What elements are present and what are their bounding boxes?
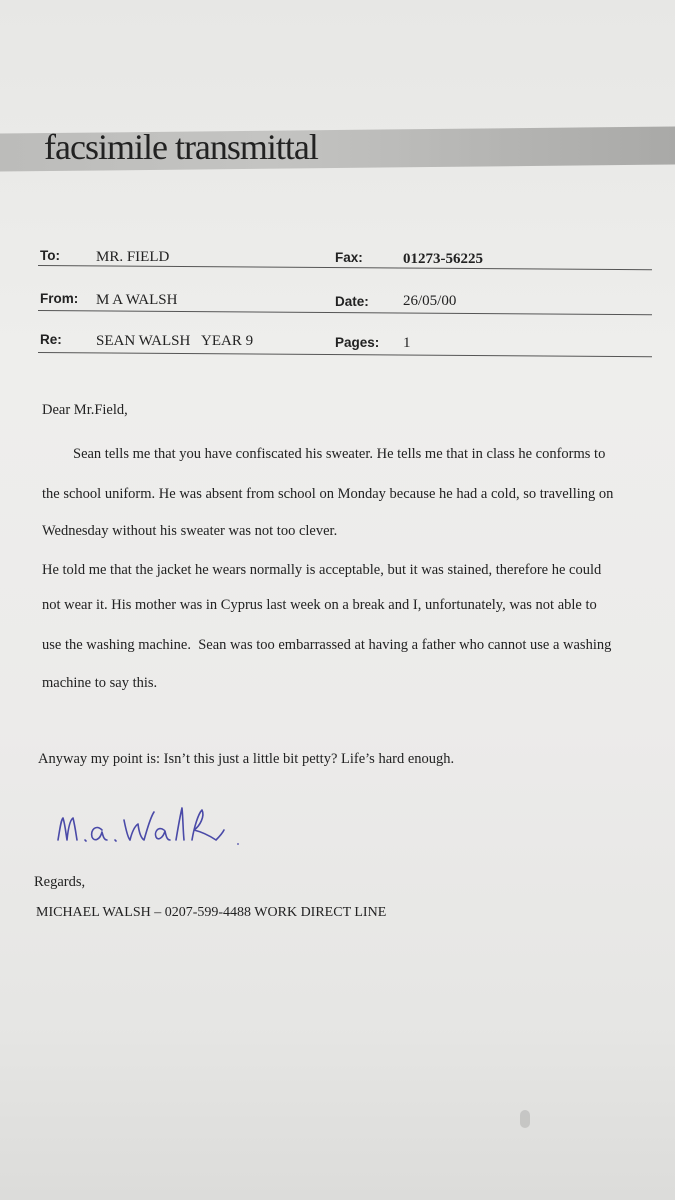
from-label: From: [40,291,79,306]
date-label: Date: [335,294,369,309]
body-line: Wednesday without his sweater was not too clever. [42,523,338,539]
to-value: MR. FIELD [96,249,170,265]
paper-mark [520,1110,530,1128]
sign-off: MICHAEL WALSH – 0207-599-4488 WORK DIRECT LINE [36,905,387,920]
salutation: Dear Mr.Field, [42,402,128,418]
fax-label: Fax: [335,250,363,265]
body-line: use the washing machine. Sean was too embarrassed at having a father who cannot use a washing [42,637,612,653]
divider-line [38,352,652,357]
to-label: To: [40,248,60,263]
body-line: the school uniform. He was absent from school on Monday because he had a cold, so travelling on [42,486,614,502]
from-value: M A WALSH [96,292,178,308]
re-value: SEAN WALSH YEAR 9 [96,333,254,349]
pages-label: Pages: [335,335,380,350]
pages-value: 1 [403,335,411,351]
date-value: 26/05/00 [403,293,457,309]
re-label: Re: [40,332,62,347]
handwritten-signature [52,800,262,860]
body-line: Anyway my point is: Isn’t this just a little bit petty? Life’s hard enough. [38,751,455,767]
body-line: Sean tells me that you have confiscated his sweater. He tells me that in class he conforms to [73,446,606,462]
body-line: He told me that the jacket he wears normally is acceptable, but it was stained, therefore he could [42,562,602,578]
divider-line [38,310,652,315]
document-title: facsimile transmittal [44,127,318,167]
body-line: not wear it. His mother was in Cyprus last week on a break and I, unfortunately, was not able to [42,597,597,613]
fax-value: 01273-56225 [403,251,483,267]
body-line: machine to say this. [42,675,158,691]
closing: Regards, [34,874,86,890]
divider-line [38,265,652,270]
